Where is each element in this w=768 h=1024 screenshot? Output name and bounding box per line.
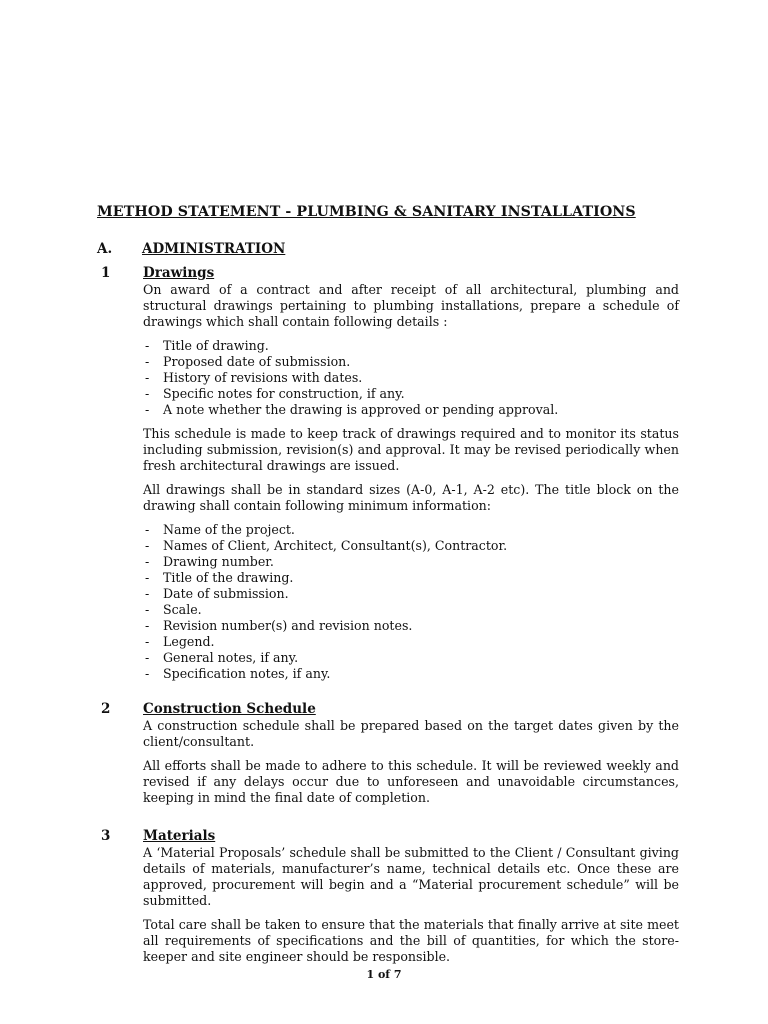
list-item: - Date of submission. (143, 586, 679, 602)
paragraph: On award of a contract and after receipt of all architectural, plumbing and structural drawings pertaining to plumbing installations, prepare a schedule of drawings which shall contain following details : (143, 282, 679, 329)
paragraph: All efforts shall be made to adhere to this schedule. It will be reviewed weekly and revised if any delays occur due to unforeseen and unavoidable circumstances, keeping in mind the final date of completion. (143, 758, 679, 805)
title-block-list (143, 522, 679, 682)
list-item: - Title of drawing. (143, 338, 679, 354)
item-heading: Materials (143, 828, 216, 844)
list-item: - Legend. (143, 634, 679, 650)
paragraph: Total care shall be taken to ensure that the materials that finally arrive at site meet all requirements of specifications and the bill of quantities, for which the store-keeper and site engineer should be responsible. (143, 917, 679, 964)
list-item: - Title of the drawing. (143, 570, 679, 586)
list-item: - Specification notes, if any. (143, 666, 679, 682)
item-heading: Drawings (143, 265, 215, 281)
paragraph: A construction schedule shall be prepared based on the target dates given by the client/consultant. (143, 718, 679, 749)
section-title: ADMINISTRATION (142, 241, 286, 257)
item-number: 2 (101, 701, 111, 717)
item-body (143, 701, 679, 814)
paragraph: This schedule is made to keep track of drawings required and to monitor its status including submission, revision(s) and approval. It may be revised periodically when fresh architectural drawings are issued. (143, 426, 679, 473)
page-number: 1 of 7 (366, 968, 402, 981)
item-body (143, 265, 679, 690)
item-heading: Construction Schedule (143, 701, 316, 717)
list-item: - Name of the project. (143, 522, 679, 538)
paragraph: A ‘Material Proposals’ schedule shall be submitted to the Client / Consultant giving details of materials, manufacturer’s name, technical details etc. Once these are approved, procurement will begin and a “Material procurement schedule” will be submitted. (143, 845, 679, 908)
paragraph: All drawings shall be in standard sizes (A-0, A-1, A-2 etc). The title block on the drawing shall contain following minimum information: (143, 482, 679, 513)
item-body (143, 828, 679, 973)
list-item: - Scale. (143, 602, 679, 618)
item-number: 3 (101, 828, 111, 844)
list-item: - Specific notes for construction, if any. (143, 386, 679, 402)
list-item: - Revision number(s) and revision notes. (143, 618, 679, 634)
drawing-details-list (143, 338, 679, 418)
list-item: - Proposed date of submission. (143, 354, 679, 370)
document-title: METHOD STATEMENT - PLUMBING & SANITARY INSTALLATIONS (97, 204, 636, 220)
list-item: - Drawing number. (143, 554, 679, 570)
list-item: - A note whether the drawing is approved or pending approval. (143, 402, 679, 418)
section-letter: A. (97, 241, 113, 257)
list-item: - Names of Client, Architect, Consultant(s), Contractor. (143, 538, 679, 554)
list-item: - History of revisions with dates. (143, 370, 679, 386)
item-number: 1 (101, 265, 111, 281)
list-item: - General notes, if any. (143, 650, 679, 666)
